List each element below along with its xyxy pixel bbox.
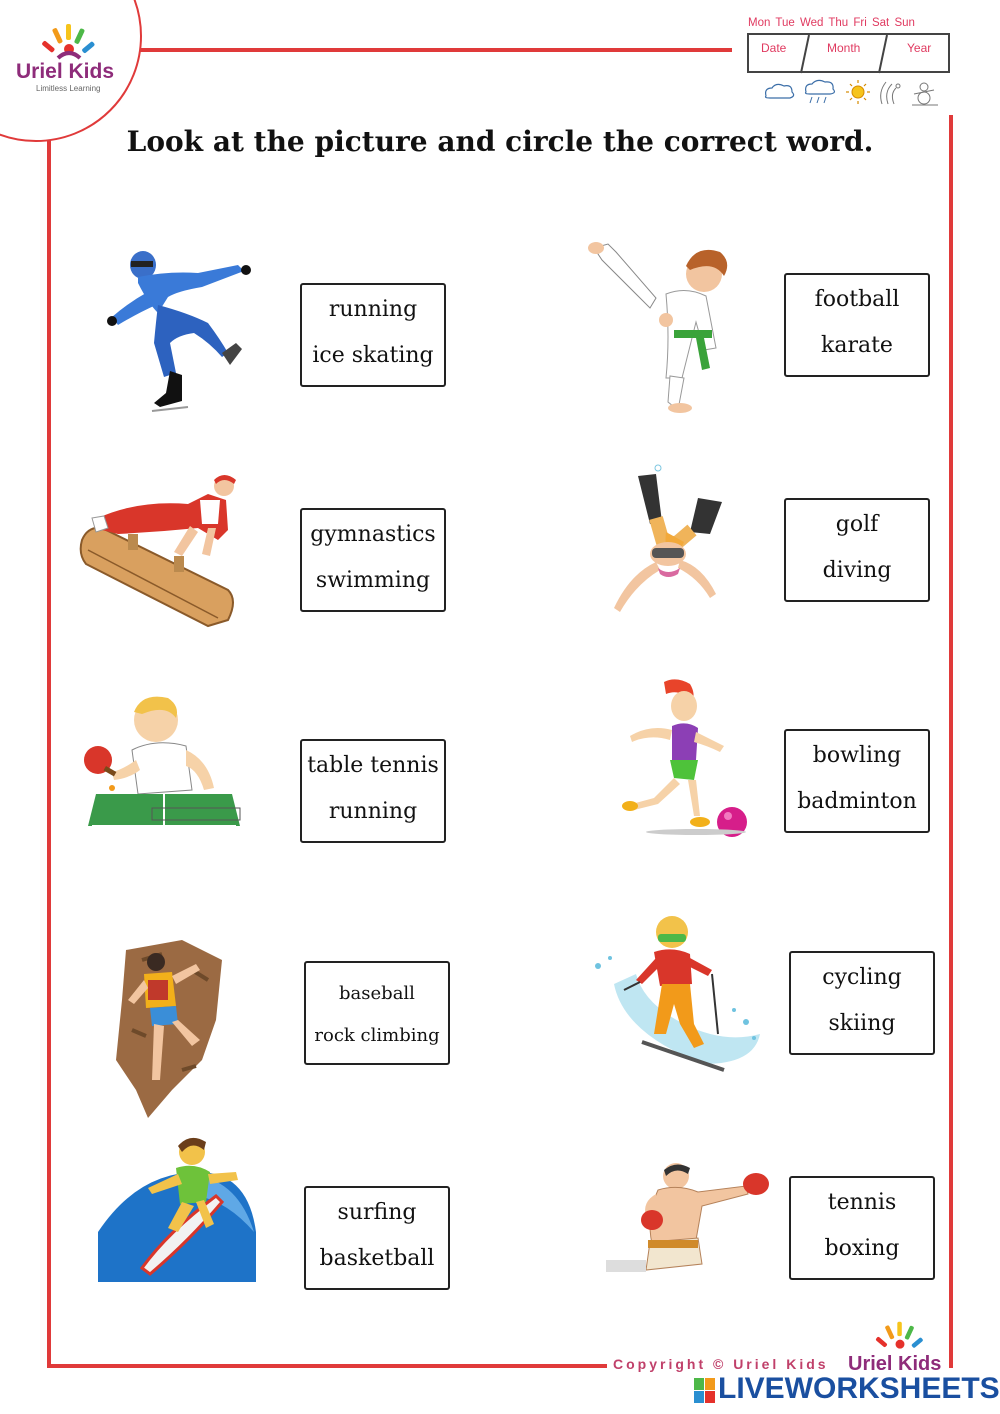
bowler-icon	[620, 676, 754, 840]
frame-bottom-line	[47, 1364, 607, 1368]
word-choice-box	[300, 508, 446, 612]
word-option[interactable]: baseball	[339, 983, 415, 1004]
karate-kid-icon	[586, 238, 738, 416]
snowman-icon	[912, 83, 938, 105]
word-choice-box	[304, 961, 450, 1065]
word-option[interactable]: skiing	[828, 1011, 896, 1036]
date-box	[747, 33, 950, 73]
word-option[interactable]: bowling	[812, 743, 902, 768]
word-option[interactable]: cycling	[822, 965, 902, 990]
word-choice-box	[784, 273, 930, 377]
word-option[interactable]: diving	[822, 558, 892, 583]
surfer-icon	[98, 1132, 258, 1282]
word-option[interactable]: running	[328, 799, 418, 824]
word-option[interactable]: boxing	[824, 1236, 900, 1261]
footer-logo-rays-icon	[870, 1320, 930, 1354]
word-option[interactable]: badminton	[797, 789, 917, 814]
skier-icon	[584, 914, 764, 1074]
footer-logo-name: Uriel Kids	[848, 1353, 942, 1375]
logo-tagline: Limitless Learning	[36, 84, 101, 93]
word-option[interactable]: running	[328, 297, 418, 322]
frame-left-line	[47, 130, 51, 1368]
word-option[interactable]: surfing	[337, 1200, 417, 1225]
word-option[interactable]: basketball	[319, 1246, 435, 1271]
rock-climber-icon	[112, 940, 224, 1120]
table-tennis-icon	[82, 690, 242, 840]
sun-icon	[846, 80, 870, 104]
liveworksheets-logo-icon	[694, 1378, 716, 1404]
rain-icon	[806, 80, 835, 103]
word-option[interactable]: tennis	[827, 1190, 897, 1215]
copyright-text: Copyright © Uriel Kids	[613, 1356, 829, 1372]
instruction-title: Look at the picture and circle the correct word.	[126, 125, 874, 158]
boxer-icon	[606, 1160, 770, 1278]
word-choice-box	[789, 1176, 935, 1280]
year-label: Year	[907, 41, 932, 55]
gymnast-icon	[78, 470, 240, 630]
word-choice-box	[304, 1186, 450, 1290]
word-option[interactable]: ice skating	[312, 343, 434, 368]
cloud-icon	[766, 84, 794, 98]
month-label: Month	[827, 41, 861, 55]
word-option[interactable]: football	[814, 287, 900, 312]
logo-rays-icon	[38, 22, 100, 60]
word-option[interactable]: rock climbing	[314, 1025, 440, 1046]
wind-icon	[881, 82, 900, 104]
word-option[interactable]: karate	[821, 333, 893, 358]
ice-skater-icon	[98, 243, 258, 415]
word-choice-box	[789, 951, 935, 1055]
logo-name: Uriel Kids	[16, 60, 115, 83]
weather-icons	[762, 78, 942, 106]
word-option[interactable]: gymnastics	[310, 522, 436, 547]
date-label: Date	[761, 41, 787, 55]
word-choice-box	[300, 283, 446, 387]
frame-top-line	[140, 48, 732, 52]
liveworksheets-watermark: LIVEWORKSHEETS	[718, 1372, 1000, 1405]
word-option[interactable]: swimming	[315, 568, 431, 593]
word-option[interactable]: table tennis	[307, 753, 439, 778]
word-choice-box	[784, 498, 930, 602]
word-choice-box	[300, 739, 446, 843]
diver-icon	[606, 462, 728, 620]
frame-right-line	[949, 115, 953, 1368]
weekday-labels: Mon Tue Wed Thu Fri Sat Sun	[748, 17, 915, 29]
word-option[interactable]: golf	[835, 512, 879, 537]
word-choice-box	[784, 729, 930, 833]
